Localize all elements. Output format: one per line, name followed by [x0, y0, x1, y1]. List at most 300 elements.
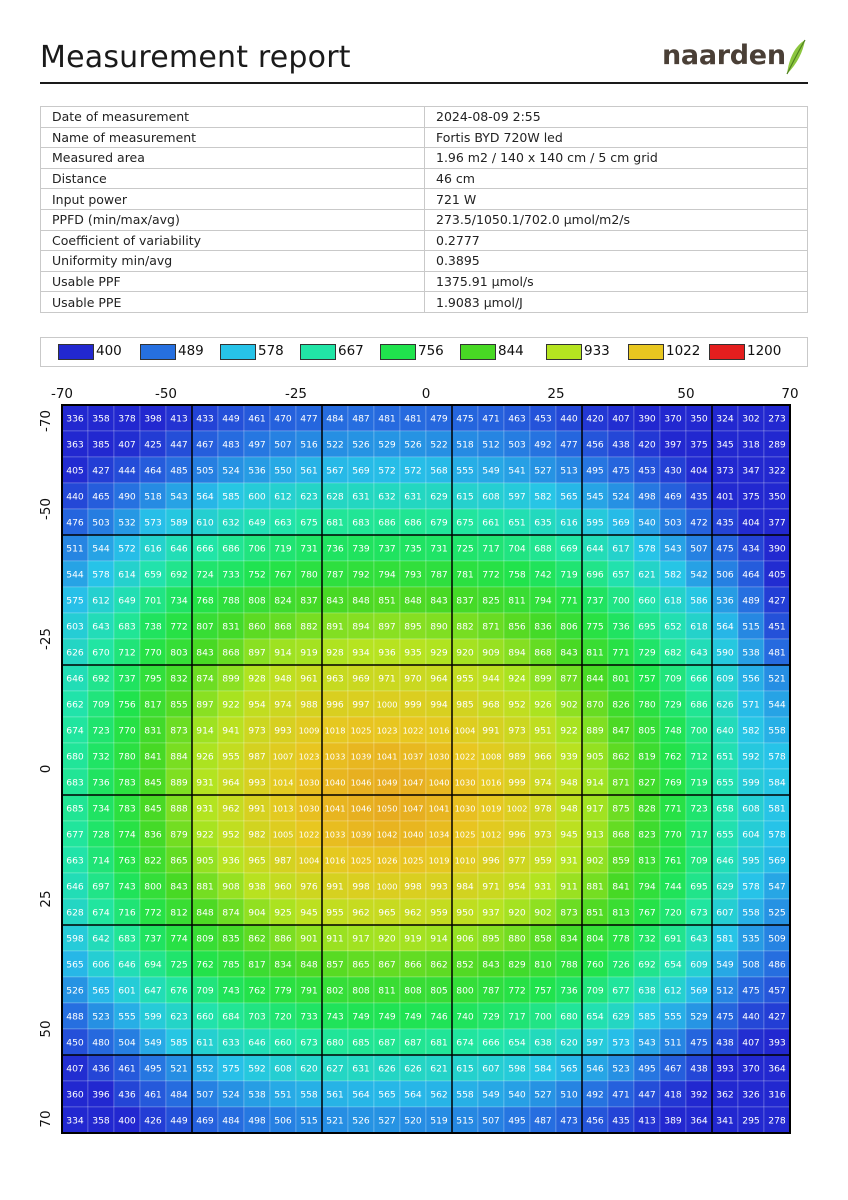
heatmap-cell-value: 788 — [222, 595, 240, 607]
heatmap-cell-value: 598 — [508, 1063, 526, 1075]
heatmap-cell-value: 585 — [222, 491, 240, 503]
heatmap-cell-value: 489 — [742, 595, 760, 607]
heatmap-cell-value: 783 — [118, 777, 136, 789]
heatmap-cell-value: 538 — [742, 647, 760, 659]
heatmap-cell-value: 565 — [560, 1063, 578, 1075]
heatmap-cell-value: 758 — [508, 569, 526, 581]
heatmap-cell-value: 944 — [482, 673, 500, 685]
heatmap-cell-value: 1023 — [376, 725, 398, 736]
heatmap-cell-value: 475 — [456, 413, 474, 425]
heatmap-cell-value: 1047 — [402, 777, 424, 788]
heatmap-cell-value: 706 — [248, 543, 266, 555]
heatmap-cell-value: 561 — [326, 1089, 344, 1101]
heatmap-cell-value: 734 — [170, 595, 188, 607]
heatmap-cell-value: 609 — [716, 673, 734, 685]
heatmap-cell-value: 620 — [560, 1037, 578, 1049]
heatmap-cell-value: 832 — [170, 673, 188, 685]
heatmap-cell-value: 987 — [248, 751, 266, 763]
heatmap-cell-value: 544 — [768, 699, 786, 711]
heatmap-cell-value: 463 — [508, 413, 526, 425]
heatmap-cell-value: 731 — [430, 543, 448, 555]
heatmap-cell-value: 719 — [560, 569, 578, 581]
heatmap-cell-value: 370 — [664, 413, 682, 425]
heatmap-cell-value: 644 — [586, 543, 604, 555]
heatmap-cell-value: 511 — [66, 543, 84, 555]
heatmap-cell-value: 762 — [196, 959, 214, 971]
heatmap-cell-value: 743 — [222, 985, 240, 997]
heatmap-cell-value: 739 — [352, 543, 370, 555]
heatmap-cell-value: 635 — [534, 517, 552, 529]
heatmap-cell-value: 520 — [404, 1115, 422, 1127]
heatmap-cell-value: 390 — [638, 413, 656, 425]
heatmap-cell-value: 544 — [66, 569, 84, 581]
heatmap-cell-value: 794 — [378, 569, 396, 581]
heatmap-cell-value: 612 — [92, 595, 110, 607]
heatmap-cell-value: 870 — [586, 699, 604, 711]
heatmap-cell-value: 848 — [352, 595, 370, 607]
heatmap-cell-value: 589 — [170, 517, 188, 529]
heatmap-cell-value: 993 — [430, 881, 448, 893]
heatmap-cell-value: 800 — [144, 881, 162, 893]
heatmap-cell-value: 888 — [170, 803, 188, 815]
heatmap-cell-value: 909 — [482, 647, 500, 659]
heatmap-cell-value: 963 — [326, 673, 344, 685]
heatmap-cell-value: 426 — [144, 1115, 162, 1127]
heatmap-cell-value: 843 — [560, 647, 578, 659]
heatmap-cell-value: 1030 — [454, 803, 476, 814]
heatmap-cell-value: 529 — [378, 439, 396, 451]
heatmap-cell-value: 477 — [560, 439, 578, 451]
heatmap-cell-value: 495 — [144, 1063, 162, 1075]
heatmap-cell-value: 629 — [612, 1011, 630, 1023]
heatmap-cell-value: 924 — [508, 673, 526, 685]
heatmap-cell-value: 475 — [690, 1037, 708, 1049]
heatmap-cell-value: 719 — [690, 777, 708, 789]
heatmap-cell-value: 960 — [274, 881, 292, 893]
heatmap-cell-value: 540 — [638, 517, 656, 529]
heatmap-cell-value: 1016 — [480, 777, 502, 788]
heatmap-cell-value: 772 — [170, 621, 188, 633]
heatmap-cell-value: 959 — [430, 907, 448, 919]
heatmap-cell-value: 397 — [664, 439, 682, 451]
heatmap-cell-value: 959 — [534, 855, 552, 867]
heatmap-cell-value: 725 — [456, 543, 474, 555]
heatmap-cell-value: 984 — [456, 881, 474, 893]
heatmap-cell-value: 763 — [118, 855, 136, 867]
info-label: Distance — [41, 168, 425, 189]
heatmap-cell-value: 905 — [196, 855, 214, 867]
heatmap-cell-value: 865 — [352, 959, 370, 971]
info-label: Date of measurement — [41, 107, 425, 128]
heatmap-cell-value: 608 — [274, 1063, 292, 1075]
heatmap-cell-value: 552 — [196, 1063, 214, 1075]
heatmap-cell-value: 791 — [300, 985, 318, 997]
heatmap-cell-value: 447 — [638, 1089, 656, 1101]
heatmap-cell-value: 523 — [92, 1011, 110, 1023]
heatmap-cell-value: 847 — [612, 725, 630, 737]
heatmap-cell-value: 731 — [300, 543, 318, 555]
heatmap-cell-value: 523 — [612, 1063, 630, 1075]
heatmap-cell-value: 926 — [534, 699, 552, 711]
heatmap-cell-value: 350 — [768, 491, 786, 503]
y-tick-label: 25 — [38, 890, 54, 908]
heatmap-cell-value: 778 — [612, 933, 630, 945]
heatmap-cell-value: 322 — [768, 465, 786, 477]
heatmap-cell-value: 522 — [326, 439, 344, 451]
heatmap-cell-value: 654 — [586, 1011, 604, 1023]
heatmap-cell-value: 492 — [534, 439, 552, 451]
heatmap-cell-value: 680 — [326, 1037, 344, 1049]
heatmap-cell-value: 993 — [248, 777, 266, 789]
heatmap-cell-value: 762 — [248, 985, 266, 997]
heatmap-cell-value: 438 — [716, 1037, 734, 1049]
heatmap-cell-value: 646 — [118, 959, 136, 971]
heatmap-cell-value: 732 — [638, 933, 656, 945]
heatmap-cell-value: 897 — [248, 647, 266, 659]
heatmap-cell-value: 626 — [716, 699, 734, 711]
heatmap-cell-value: 607 — [482, 1063, 500, 1075]
heatmap-cell-value: 991 — [482, 725, 500, 737]
heatmap-cell-value: 862 — [430, 959, 448, 971]
heatmap-cell-value: 507 — [274, 439, 292, 451]
heatmap-cell-value: 555 — [664, 1011, 682, 1023]
heatmap-cell-value: 407 — [118, 439, 136, 451]
x-tick-label: -50 — [154, 386, 178, 402]
heatmap-cell-value: 507 — [482, 1115, 500, 1127]
heatmap-cell-value: 868 — [612, 829, 630, 841]
heatmap-cell-value: 326 — [742, 1089, 760, 1101]
heatmap-cell-value: 590 — [716, 647, 734, 659]
heatmap-cell-value: 994 — [430, 699, 448, 711]
heatmap-cell-value: 868 — [274, 621, 292, 633]
heatmap-cell-value: 456 — [586, 1115, 604, 1127]
heatmap-cell-value: 726 — [612, 959, 630, 971]
heatmap-cell-value: 521 — [768, 673, 786, 685]
heatmap-cell-value: 845 — [144, 803, 162, 815]
heatmap-cell-value: 621 — [638, 569, 656, 581]
heatmap-cell-value: 899 — [222, 673, 240, 685]
heatmap-cell-value: 413 — [170, 413, 188, 425]
heatmap-cell-value: 674 — [92, 907, 110, 919]
heatmap-cell-value: 685 — [352, 1037, 370, 1049]
heatmap-cell-value: 389 — [664, 1115, 682, 1127]
heatmap-cell-value: 882 — [300, 621, 318, 633]
heatmap-cell-value: 542 — [690, 569, 708, 581]
heatmap-cell-value: 495 — [586, 465, 604, 477]
heatmap-cell-value: 573 — [612, 1037, 630, 1049]
heatmap-cell-value: 453 — [638, 465, 656, 477]
heatmap-cell-value: 524 — [222, 1089, 240, 1101]
heatmap-cell-value: 654 — [508, 1037, 526, 1049]
heatmap-cell-value: 787 — [326, 569, 344, 581]
heatmap-cell-value: 511 — [664, 1037, 682, 1049]
heatmap-cell-value: 891 — [326, 621, 344, 633]
heatmap-cell-value: 908 — [222, 881, 240, 893]
heatmap-cell-value: 646 — [248, 1037, 266, 1049]
heatmap-cell-value: 931 — [560, 855, 578, 867]
heatmap-cell-value: 546 — [586, 1063, 604, 1075]
heatmap-cell-value: 1030 — [298, 777, 320, 788]
heatmap-cell-value: 962 — [222, 803, 240, 815]
heatmap-cell-value: 723 — [92, 725, 110, 737]
info-label: PPFD (min/max/avg) — [41, 209, 425, 230]
heatmap-cell-value: 659 — [144, 569, 162, 581]
heatmap-cell-value: 628 — [66, 907, 84, 919]
heatmap-cell-value: 871 — [482, 621, 500, 633]
heatmap-cell-value: 673 — [300, 1037, 318, 1049]
heatmap-cell-value: 811 — [378, 985, 396, 997]
heatmap-cell-value: 1046 — [350, 777, 372, 788]
heatmap-cell-value: 578 — [768, 829, 786, 841]
heatmap-cell-value: 768 — [196, 595, 214, 607]
heatmap-cell-value: 974 — [534, 777, 552, 789]
legend-value: 844 — [498, 343, 524, 359]
heatmap-cell-value: 965 — [248, 855, 266, 867]
heatmap-cell-value: 471 — [612, 1089, 630, 1101]
heatmap-cell-value: 868 — [534, 647, 552, 659]
heatmap-cell-value: 743 — [326, 1011, 344, 1023]
info-value: 46 cm — [425, 168, 808, 189]
heatmap-cell-value: 518 — [456, 439, 474, 451]
heatmap-cell-value: 928 — [326, 647, 344, 659]
heatmap-cell-value: 709 — [690, 855, 708, 867]
heatmap-cell-value: 660 — [274, 1037, 292, 1049]
heatmap-cell-value: 476 — [66, 517, 84, 529]
heatmap-cell-value: 471 — [482, 413, 500, 425]
heatmap-cell-value: 862 — [248, 933, 266, 945]
heatmap-cell-value: 991 — [326, 881, 344, 893]
heatmap-cell-value: 1046 — [350, 803, 372, 814]
page-title: Measurement report — [40, 40, 351, 75]
heatmap-cell-value: 564 — [352, 1089, 370, 1101]
heatmap-cell-value: 998 — [404, 881, 422, 893]
heatmap-cell-value: 608 — [482, 491, 500, 503]
heatmap-cell-value: 922 — [222, 699, 240, 711]
heatmap-cell-value: 578 — [92, 569, 110, 581]
heatmap-cell-value: 737 — [144, 933, 162, 945]
heatmap-cell-value: 1019 — [480, 803, 502, 814]
heatmap-cell-value: 982 — [248, 829, 266, 841]
heatmap-cell-value: 962 — [404, 907, 422, 919]
heatmap-cell-value: 719 — [274, 543, 292, 555]
heatmap-cell-value: 802 — [326, 985, 344, 997]
heatmap-cell-value: 524 — [612, 491, 630, 503]
heatmap-cell-value: 592 — [742, 751, 760, 763]
heatmap-cell-value: 405 — [66, 465, 84, 477]
heatmap-cell-value: 427 — [768, 595, 786, 607]
heatmap-cell-value: 618 — [664, 595, 682, 607]
heatmap-cell-value: 890 — [430, 621, 448, 633]
heatmap-cell-value: 855 — [170, 699, 188, 711]
heatmap-cell-value: 1030 — [298, 803, 320, 814]
heatmap-cell-value: 694 — [144, 959, 162, 971]
heatmap-cell-value: 674 — [66, 725, 84, 737]
heatmap-cell-value: 709 — [92, 699, 110, 711]
heatmap-cell-value: 564 — [404, 1089, 422, 1101]
heatmap-cell-value: 345 — [716, 439, 734, 451]
heatmap-cell-value: 526 — [352, 439, 370, 451]
heatmap-cell-value: 835 — [222, 933, 240, 945]
heatmap-cell-value: 1040 — [324, 777, 346, 788]
heatmap-cell-value: 692 — [638, 959, 656, 971]
heatmap-cell-value: 515 — [456, 1115, 474, 1127]
heatmap-cell-value: 700 — [534, 1011, 552, 1023]
heatmap-cell-value: 852 — [456, 959, 474, 971]
heatmap-cell-value: 780 — [638, 699, 656, 711]
heatmap-cell-value: 598 — [66, 933, 84, 945]
heatmap-cell-value: 859 — [612, 855, 630, 867]
heatmap-cell-value: 1041 — [428, 803, 450, 814]
heatmap-cell-value: 1014 — [272, 777, 294, 788]
heatmap-cell-value: 626 — [66, 647, 84, 659]
heatmap-cell-value: 810 — [534, 959, 552, 971]
heatmap-cell-value: 724 — [196, 569, 214, 581]
heatmap-cell-value: 914 — [274, 647, 292, 659]
heatmap-cell-value: 486 — [768, 959, 786, 971]
heatmap-cell-value: 716 — [118, 907, 136, 919]
legend-value: 578 — [258, 343, 284, 359]
heatmap-cell-value: 612 — [664, 985, 682, 997]
heatmap-cell-value: 377 — [768, 517, 786, 529]
heatmap-cell-value: 951 — [534, 725, 552, 737]
heatmap-cell-value: 681 — [326, 517, 344, 529]
heatmap-cell-value: 578 — [742, 881, 760, 893]
heatmap-cell-value: 775 — [586, 621, 604, 633]
heatmap-cell-value: 811 — [508, 595, 526, 607]
heatmap-cell-value: 914 — [586, 777, 604, 789]
heatmap-cell-value: 341 — [716, 1115, 734, 1127]
heatmap-cell-value: 843 — [482, 959, 500, 971]
heatmap-cell-value: 595 — [586, 517, 604, 529]
heatmap-cell-value: 658 — [716, 803, 734, 815]
heatmap-cell-value: 926 — [196, 751, 214, 763]
heatmap-cell-value: 364 — [690, 1115, 708, 1127]
legend-value: 933 — [584, 343, 610, 359]
heatmap-cell-value: 318 — [742, 439, 760, 451]
heatmap-cell-value: 743 — [118, 881, 136, 893]
heatmap-cell-value: 1025 — [350, 725, 372, 736]
heatmap-cell-value: 837 — [300, 595, 318, 607]
heatmap-cell-value: 582 — [664, 569, 682, 581]
heatmap-cell-value: 976 — [300, 881, 318, 893]
heatmap-cell-value: 427 — [768, 1011, 786, 1023]
heatmap-cell-value: 875 — [612, 803, 630, 815]
heatmap-cell-value: 780 — [300, 569, 318, 581]
info-value: 2024-08-09 2:55 — [425, 107, 808, 128]
heatmap-cell-value: 535 — [742, 933, 760, 945]
heatmap-cell-value: 822 — [144, 855, 162, 867]
heatmap-cell-value: 544 — [92, 543, 110, 555]
heatmap-cell-value: 515 — [742, 621, 760, 633]
heatmap-cell-value: 521 — [326, 1115, 344, 1127]
heatmap-cell-value: 360 — [66, 1089, 84, 1101]
heatmap-cell-value: 998 — [352, 881, 370, 893]
heatmap-cell-value: 785 — [222, 959, 240, 971]
heatmap-cell-value: 404 — [742, 517, 760, 529]
heatmap-cell-value: 586 — [690, 595, 708, 607]
heatmap-cell-value: 841 — [144, 751, 162, 763]
heatmap-cell-value: 964 — [222, 777, 240, 789]
heatmap-cell-value: 495 — [508, 1115, 526, 1127]
heatmap-cell-value: 808 — [404, 985, 422, 997]
heatmap-cell-value: 375 — [690, 439, 708, 451]
heatmap-cell-value: 819 — [638, 751, 656, 763]
heatmap-cell-value: 571 — [742, 699, 760, 711]
heatmap-cell-value: 687 — [378, 1037, 396, 1049]
heatmap-cell-value: 666 — [196, 543, 214, 555]
heatmap-cell-value: 469 — [664, 491, 682, 503]
heatmap-cell-value: 746 — [430, 1011, 448, 1023]
heatmap-cell-value: 920 — [508, 907, 526, 919]
heatmap-cell-value: 512 — [482, 439, 500, 451]
heatmap-cell-value: 430 — [664, 465, 682, 477]
heatmap-cell-value: 800 — [456, 985, 474, 997]
heatmap-cell-value: 444 — [118, 465, 136, 477]
heatmap-cell-value: 991 — [248, 803, 266, 815]
info-value: 1.96 m2 / 140 x 140 cm / 5 cm grid — [425, 148, 808, 169]
heatmap-cell-value: 695 — [690, 881, 708, 893]
heatmap-cell-value: 638 — [638, 985, 656, 997]
heatmap-cell-value: 660 — [638, 595, 656, 607]
heatmap-cell-value: 709 — [196, 985, 214, 997]
heatmap-cell-value: 497 — [248, 439, 266, 451]
x-tick-label: 70 — [781, 386, 799, 402]
heatmap-cell-value: 742 — [534, 569, 552, 581]
heatmap-cell-value: 691 — [664, 933, 682, 945]
heatmap-cell-value: 610 — [196, 517, 214, 529]
heatmap-cell-value: 1004 — [298, 855, 320, 866]
heatmap-cell-value: 919 — [300, 647, 318, 659]
heatmap-cell-value: 647 — [144, 985, 162, 997]
heatmap-cell-value: 697 — [92, 881, 110, 893]
heatmap-cell-value: 880 — [508, 933, 526, 945]
heatmap-cell-value: 569 — [690, 985, 708, 997]
heatmap-cell-value: 1050 — [376, 803, 398, 814]
heatmap-cell-value: 973 — [534, 829, 552, 841]
heatmap-cell-value: 928 — [248, 673, 266, 685]
info-label: Input power — [41, 189, 425, 210]
info-value: 1375.91 µmol/s — [425, 271, 808, 292]
heatmap-cell-value: 632 — [378, 491, 396, 503]
heatmap-cell-value: 434 — [742, 543, 760, 555]
heatmap-cell-value: 611 — [196, 1037, 214, 1049]
heatmap-cell-value: 911 — [326, 933, 344, 945]
heatmap-cell-value: 703 — [248, 1011, 266, 1023]
heatmap-cell-value: 733 — [222, 569, 240, 581]
heatmap-cell-value: 831 — [144, 725, 162, 737]
heatmap-cell-value: 889 — [586, 725, 604, 737]
heatmap-cell-value: 687 — [404, 1037, 422, 1049]
heatmap-cell-value: 1039 — [350, 751, 372, 762]
heatmap-cell-value: 787 — [430, 569, 448, 581]
heatmap-cell-value: 643 — [690, 647, 708, 659]
heatmap-cell-value: 604 — [742, 829, 760, 841]
heatmap-cell-value: 621 — [430, 1063, 448, 1075]
heatmap-cell-value: 518 — [144, 491, 162, 503]
heatmap-cell-value: 654 — [664, 959, 682, 971]
heatmap-cell-value: 843 — [326, 595, 344, 607]
x-tick-label: 0 — [421, 386, 431, 402]
heatmap-cell-value: 1049 — [376, 777, 398, 788]
legend-value: 1200 — [747, 343, 782, 359]
heatmap-cell-value: 681 — [430, 1037, 448, 1049]
heatmap-cell-value: 435 — [716, 517, 734, 529]
heatmap-cell-value: 1016 — [428, 725, 450, 736]
x-tick-label: -25 — [284, 386, 308, 402]
heatmap-cell-value: 515 — [300, 1115, 318, 1127]
heatmap-cell-value: 582 — [742, 725, 760, 737]
heatmap-cell-value: 894 — [352, 621, 370, 633]
